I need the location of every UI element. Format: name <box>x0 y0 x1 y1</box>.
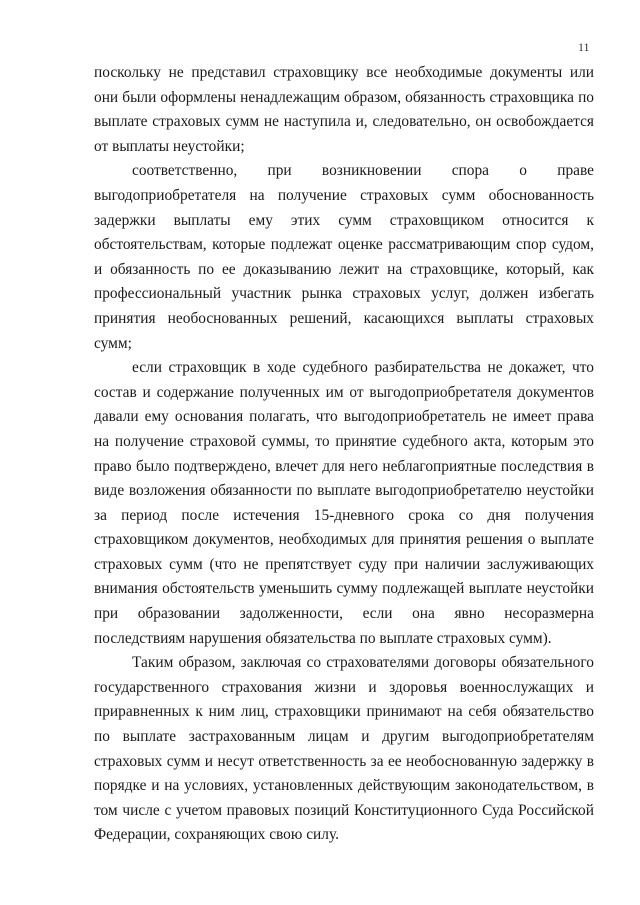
paragraph: соответственно, при возникновении спора о праве выгодоприобретателя на получение страховых сумм обоснованность задержки выплаты ему этих сумм страховщиком относится к обстоятельствам, которые подлежат оценке рассматривающим спор судом, и обязанность по ее доказыванию лежит на страховщике, который, как профессиональный участник рынка страховых услуг, должен избегать принятия необоснованных решений, касающихся выплаты страховых сумм; <box>94 162 594 352</box>
paragraph: если страховщик в ходе судебного разбирательства не докажет, что состав и содержание полученных им от выгодоприобретателя документов давали ему основания полагать, что выгодоприобретатель не имеет права на получение страховой суммы, то принятие судебного акта, которым это право было подтверждено, влечет для него неблагоприятные последствия в виде возложения обязанности по выплате выгодоприобретателю неустойки за период после истечения 15-дневного срока со дня получения страховщиком документов, необходимых для принятия решения о выплате страховых сумм (что не препятствует суду при наличии заслуживающих внимания обстоятельств уменьшить сумму подлежащей выплате неустойки при образовании задолженности, если она явно несоразмерна последствиям нарушения обязательства по выплате страховых сумм). <box>94 359 594 647</box>
page-number: 11 <box>578 40 590 54</box>
document-body <box>94 61 594 848</box>
paragraph-continuation: поскольку не представил страховщику все необходимые документы или они были оформлены ненадлежащим образом, обязанность страховщика по выплате страховых сумм не наступила и, следовательно, он освобождается от выплаты неустойки; <box>94 64 594 155</box>
paragraph: Таким образом, заключая со страхователями договоры обязательного государственного страхования жизни и здоровья военнослужащих и приравненных к ним лиц, страховщики принимают на себя обязательство по выплате застрахованным лицам и другим выгодоприобретателям страховых сумм и несут ответственность за ее необоснованную задержку в порядке и на условиях, установленных действующим законодательством, в том числе с учетом правовых позиций Конституционного Суда Российской Федерации, сохраняющих свою силу. <box>94 654 594 844</box>
